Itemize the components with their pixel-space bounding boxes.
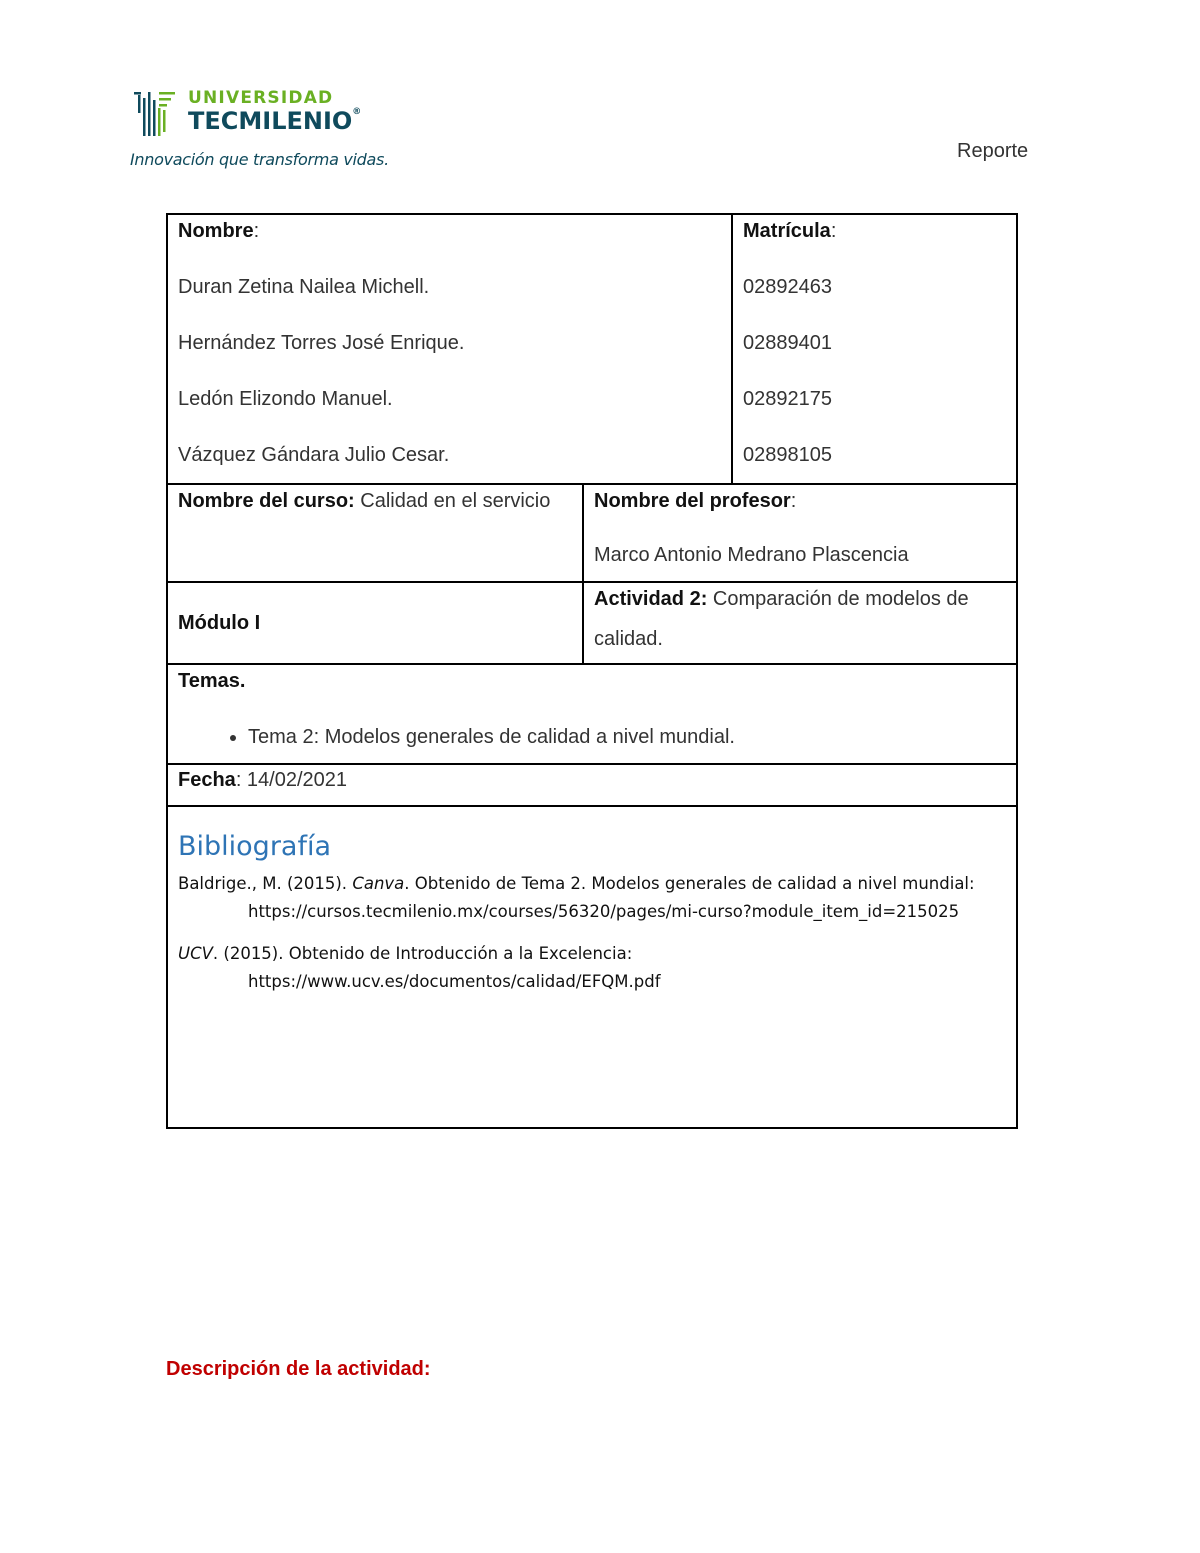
logo-tagline: Innovación que transforma vidas. (130, 150, 389, 169)
activity-text (594, 579, 1006, 659)
student-id: 02892463 (743, 276, 832, 298)
name-colon: : (253, 220, 260, 242)
course-value: Calidad en el servicio (354, 490, 551, 512)
student-id: 02898105 (743, 444, 832, 466)
date-row (167, 764, 1017, 806)
topics-cell (167, 664, 1017, 764)
date-text (178, 765, 1006, 795)
reference-details: . Obtenido de Tema 2. Modelos generales de calidad a nivel mundial: https://cursos.tecmilenio.mx/courses/56320/pages/mi-curso?module_item_id=215025 (248, 874, 975, 921)
reference-work-title: UCV (178, 944, 213, 963)
teacher-heading (594, 485, 1006, 517)
logo-tecmilenio-word: TECMILENIO (188, 107, 353, 135)
cover-table (166, 213, 1018, 1129)
name-label: Nombre (178, 220, 254, 242)
id-colon: : (830, 220, 837, 242)
date-label: Fecha (178, 769, 236, 791)
reference-author: Baldrige., M. (2015). (178, 874, 353, 893)
id-label: Matrícula (743, 220, 831, 242)
student-name: Ledón Elizondo Manuel. (178, 388, 393, 410)
bibliography-cell (167, 806, 1017, 1128)
teacher-colon: : (790, 490, 797, 512)
topics-row (167, 664, 1017, 764)
bibliography-reference (178, 870, 1006, 926)
activity-description-heading: Descripción de la actividad: (166, 1358, 431, 1380)
teacher-cell (583, 484, 1017, 582)
tecmilenio-logo-icon (132, 88, 178, 138)
activity-cell (583, 582, 1017, 664)
module-label: Módulo I (178, 611, 261, 634)
topics-label: Temas. (178, 670, 246, 692)
bibliography-row (167, 806, 1017, 1128)
bibliography-reference (178, 940, 1006, 996)
course-label: Nombre del curso: (178, 490, 355, 512)
date-cell (167, 764, 1017, 806)
module-row (167, 582, 1017, 664)
course-row (167, 484, 1017, 582)
student-name: Hernández Torres José Enrique. (178, 332, 465, 354)
activity-label: Actividad 2: (594, 588, 708, 610)
reference-details: . (2015). Obtenido de Introducción a la Excelencia: https://www.ucv.es/documentos/calidad/EFQM.pdf (212, 944, 661, 991)
student-id: 02892175 (743, 388, 832, 410)
student-name: Duran Zetina Nailea Michell. (178, 276, 430, 298)
id-heading (743, 215, 1006, 247)
name-heading (178, 215, 721, 247)
students-ids-cell (732, 214, 1017, 484)
course-cell (167, 484, 583, 582)
topics-list (178, 721, 1006, 753)
module-cell (167, 582, 583, 664)
topic-item: • Tema 2: Modelos generales de calidad a nivel mundial. (248, 721, 1006, 753)
students-row (167, 214, 1017, 484)
student-name: Vázquez Gándara Julio Cesar. (178, 444, 450, 466)
reference-work-title: Canva (352, 874, 405, 893)
report-label: Reporte (957, 140, 1029, 162)
course-text (178, 481, 572, 521)
student-id: 02889401 (743, 332, 832, 354)
logo-tecmilenio-text (188, 107, 361, 135)
date-value: : 14/02/2021 (235, 769, 348, 791)
teacher-name: Marco Antonio Medrano Plascencia (594, 544, 909, 566)
logo-trademark: ® (352, 107, 362, 117)
bibliography-title: Bibliografía (178, 831, 332, 862)
students-names-cell (167, 214, 732, 484)
activity-value: Comparación de modelos de calidad. (594, 588, 969, 650)
university-logo (130, 86, 390, 176)
logo-university-text: UNIVERSIDAD (188, 88, 334, 108)
teacher-label: Nombre del profesor (594, 490, 791, 512)
